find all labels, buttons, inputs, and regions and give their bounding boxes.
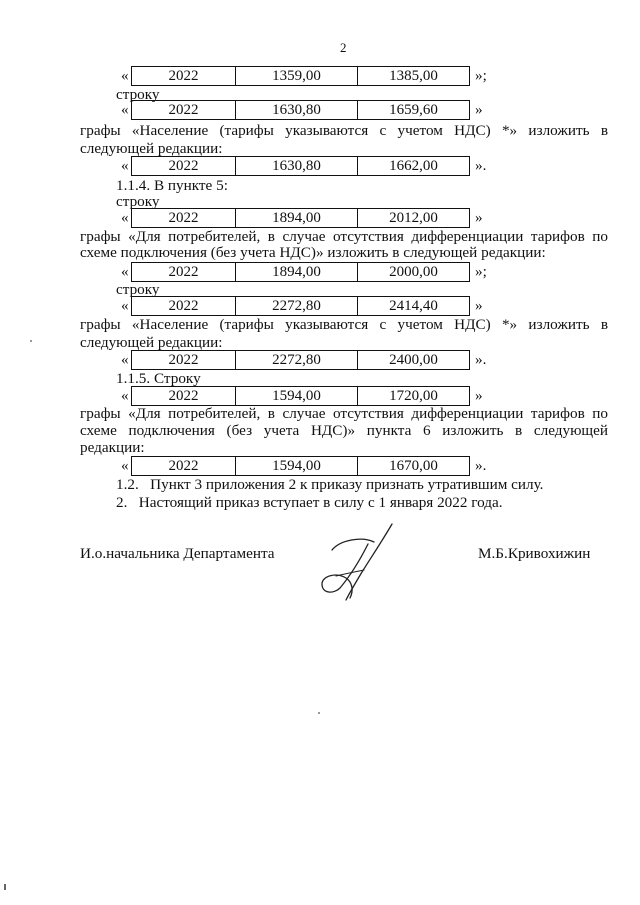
close-quote: ». [475, 351, 487, 368]
signer-title: И.о.начальника Департамента [80, 545, 275, 562]
year-cell: 2022 [132, 263, 236, 281]
paragraph-line: следующей редакции: [80, 140, 223, 157]
value-cell: 1894,00 [236, 263, 358, 281]
year-cell: 2022 [132, 209, 236, 227]
value-cell: 1659,60 [389, 102, 438, 118]
stroku-label: строку [116, 281, 160, 298]
tariff-table [131, 350, 470, 370]
paragraph-line: графы «Для потребителей, в случае отсутствия дифференциации тарифов по [80, 405, 608, 422]
tariff-table [131, 66, 470, 86]
value-cell: 2272,80 [236, 351, 358, 369]
scan-speck [4, 884, 6, 890]
item-1-1-5: 1.1.5. Строку [116, 370, 201, 387]
open-quote: « [121, 67, 129, 84]
handwritten-signature [310, 520, 400, 610]
item-2: 2. Настоящий приказ вступает в силу с 1 января 2022 года. [116, 494, 503, 511]
close-quote: » [475, 297, 483, 314]
stroku-label: строку [116, 193, 160, 210]
open-quote: « [121, 209, 129, 226]
paragraph-line: графы «Население (тарифы указываются с учетом НДС) *» изложить в [80, 122, 608, 139]
tariff-table [131, 156, 470, 176]
scan-speck [318, 712, 320, 714]
value-cell: 1630,80 [236, 101, 358, 119]
value-cell: 1670,00 [389, 458, 438, 474]
paragraph-line: редакции: [80, 439, 145, 456]
scan-speck [30, 340, 32, 342]
paragraph-line: графы «Население (тарифы указываются с учетом НДС) *» изложить в [80, 316, 608, 333]
close-quote: »; [475, 263, 487, 280]
open-quote: « [121, 297, 129, 314]
page-number: 2 [340, 40, 347, 55]
paragraph-line: схеме подключения (без учета НДС)» пункта 6 изложить в следующей [80, 422, 608, 439]
close-quote: »; [475, 67, 487, 84]
open-quote: « [121, 263, 129, 280]
signer-name: М.Б.Кривохижин [478, 545, 591, 562]
year-cell: 2022 [132, 101, 236, 119]
open-quote: « [121, 157, 129, 174]
year-cell: 2022 [132, 351, 236, 369]
paragraph-line: схеме подключения (без учета НДС)» изложить в следующей редакции: [80, 244, 546, 261]
open-quote: « [121, 101, 129, 118]
tariff-table [131, 262, 470, 282]
tariff-table [131, 456, 470, 476]
value-cell: 1720,00 [389, 388, 438, 404]
value-cell: 2272,80 [236, 297, 358, 315]
year-cell: 2022 [132, 457, 236, 475]
open-quote: « [121, 457, 129, 474]
tariff-table [131, 296, 470, 316]
tariff-table [131, 386, 470, 406]
value-cell: 1594,00 [236, 457, 358, 475]
value-cell: 1894,00 [236, 209, 358, 227]
close-quote: » [475, 387, 483, 404]
value-cell: 1359,00 [236, 67, 358, 85]
close-quote: ». [475, 457, 487, 474]
close-quote: » [475, 209, 483, 226]
paragraph-line: следующей редакции: [80, 334, 223, 351]
item-1-1-4: 1.1.4. В пункте 5: [116, 177, 228, 194]
value-cell: 2000,00 [389, 264, 438, 280]
value-cell: 1630,80 [236, 157, 358, 175]
item-1-2: 1.2. Пункт 3 приложения 2 к приказу признать утратившим силу. [116, 476, 544, 493]
open-quote: « [121, 351, 129, 368]
close-quote: » [475, 101, 483, 118]
close-quote: ». [475, 157, 487, 174]
value-cell: 2012,00 [389, 210, 438, 226]
tariff-table [131, 208, 470, 228]
value-cell: 2414,40 [389, 298, 438, 314]
paragraph-line: графы «Для потребителей, в случае отсутствия дифференциации тарифов по [80, 228, 608, 245]
year-cell: 2022 [132, 157, 236, 175]
value-cell: 1594,00 [236, 387, 358, 405]
value-cell: 2400,00 [389, 352, 438, 368]
value-cell: 1662,00 [389, 158, 438, 174]
year-cell: 2022 [132, 67, 236, 85]
year-cell: 2022 [132, 297, 236, 315]
stroku-label: строку [116, 86, 160, 103]
value-cell: 1385,00 [389, 68, 438, 84]
tariff-table [131, 100, 470, 120]
year-cell: 2022 [132, 387, 236, 405]
open-quote: « [121, 387, 129, 404]
